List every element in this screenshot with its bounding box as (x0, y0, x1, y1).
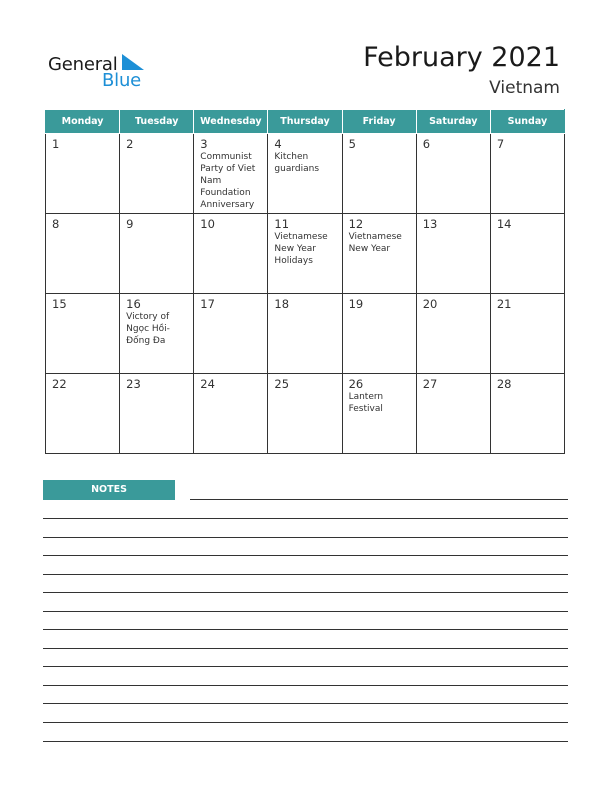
day-cell (268, 214, 342, 294)
day-cell (490, 214, 564, 294)
day-cell (268, 294, 342, 374)
holiday-label: Victory of Ngọc Hồi-Đống Đa (126, 312, 170, 346)
notes-line (43, 574, 568, 575)
notes-line (43, 518, 568, 519)
day-cell (490, 374, 564, 454)
logo-text-blue: Blue (102, 70, 142, 91)
notes-line (43, 722, 568, 723)
weekday-header-row (46, 110, 565, 134)
day-number: 17 (200, 297, 215, 311)
day-cell (194, 374, 268, 454)
weekday-header: Sunday (490, 110, 564, 134)
day-number: 28 (496, 377, 512, 391)
notes-line (43, 703, 568, 704)
day-number: 25 (274, 377, 290, 391)
month-calendar (45, 109, 565, 454)
day-cell (194, 214, 268, 294)
weekday-header: Saturday (416, 110, 490, 134)
notes-line (43, 666, 568, 667)
day-number: 5 (348, 137, 356, 151)
day-number: 6 (422, 137, 431, 151)
day-cell (46, 214, 120, 294)
notes-line (43, 741, 568, 742)
week-row (46, 374, 565, 454)
logo-text-general: General (48, 54, 118, 75)
holiday-label: Communist Party of Viet Nam Foundation Anniversary (200, 152, 256, 210)
day-number: 2 (126, 137, 134, 151)
day-number: 13 (422, 217, 438, 231)
day-cell (46, 134, 120, 214)
day-cell (120, 134, 194, 214)
day-number: 3 (200, 137, 208, 151)
day-number: 7 (496, 137, 505, 151)
day-number: 16 (126, 297, 141, 311)
day-number: 15 (52, 297, 67, 311)
week-row (46, 294, 565, 374)
weekday-header: Tuesday (120, 110, 194, 134)
day-number: 9 (126, 217, 134, 231)
weekday-header: Monday (46, 110, 120, 134)
day-number: 24 (200, 377, 215, 391)
weekday-header: Thursday (268, 110, 342, 134)
day-cell (342, 294, 416, 374)
day-cell (120, 294, 194, 374)
notes-line (190, 499, 568, 500)
notes-line (43, 648, 568, 649)
day-number: 4 (274, 137, 282, 151)
day-cell (342, 374, 416, 454)
day-cell (194, 294, 268, 374)
day-number: 23 (126, 377, 141, 391)
day-cell (268, 374, 342, 454)
day-cell (120, 214, 194, 294)
day-cell (490, 294, 564, 374)
holiday-label: Vietnamese New Year Holidays (274, 232, 328, 266)
day-number: 1 (52, 137, 60, 151)
day-cell (416, 214, 490, 294)
day-cell (46, 374, 120, 454)
notes-label: NOTES (43, 480, 175, 500)
day-cell (194, 134, 268, 214)
day-cell (268, 134, 342, 214)
day-number: 18 (274, 297, 290, 311)
week-row (46, 134, 565, 214)
holiday-label: Vietnamese New Year (348, 232, 402, 254)
country-name: Vietnam (489, 78, 560, 98)
day-number: 19 (348, 297, 364, 311)
day-number: 10 (200, 217, 215, 231)
day-number: 20 (422, 297, 438, 311)
day-cell (416, 134, 490, 214)
day-number: 12 (348, 217, 364, 231)
logo-triangle-icon (122, 54, 144, 70)
notes-line (43, 685, 568, 686)
notes-line (43, 537, 568, 538)
holiday-label: Lantern Festival (348, 392, 384, 414)
day-cell (342, 134, 416, 214)
day-number: 22 (52, 377, 67, 391)
day-number: 14 (496, 217, 512, 231)
notes-line (43, 555, 568, 556)
day-number: 26 (348, 377, 364, 391)
day-number: 8 (52, 217, 60, 231)
generalblue-logo (48, 52, 158, 92)
week-row (46, 214, 565, 294)
day-number: 27 (422, 377, 438, 391)
holiday-label: Kitchen guardians (274, 152, 320, 174)
day-cell (46, 294, 120, 374)
day-cell (342, 214, 416, 294)
day-cell (416, 294, 490, 374)
day-number: 11 (274, 217, 290, 231)
page-title: February 2021 (363, 42, 560, 73)
notes-line (43, 611, 568, 612)
notes-line (43, 629, 568, 630)
day-number: 21 (496, 297, 512, 311)
notes-line (43, 592, 568, 593)
weekday-header: Wednesday (194, 110, 268, 134)
day-cell (416, 374, 490, 454)
day-cell (490, 134, 564, 214)
day-cell (120, 374, 194, 454)
weekday-header: Friday (342, 110, 416, 134)
